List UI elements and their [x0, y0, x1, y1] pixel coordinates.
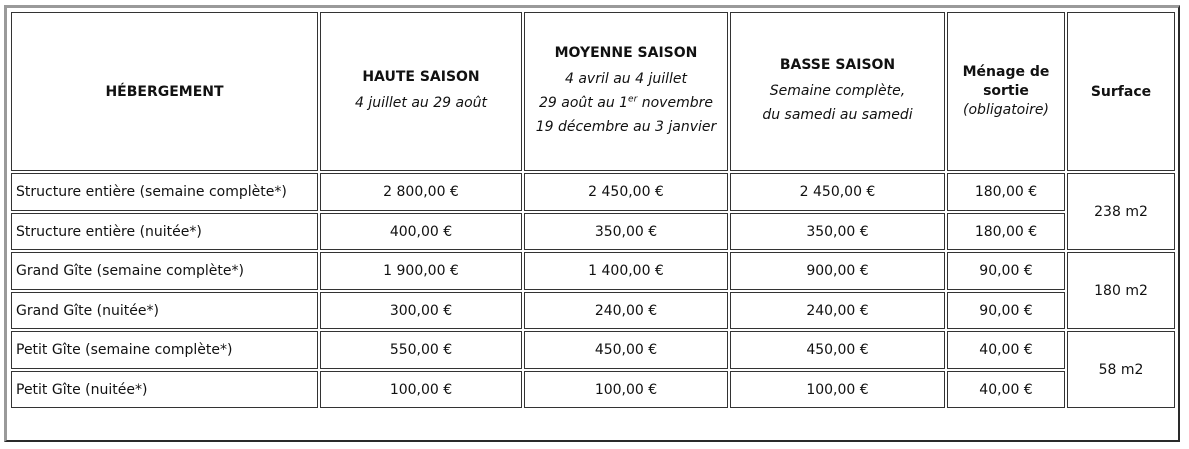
table-row — [11, 371, 1175, 408]
price-haute: 2 800,00 € — [320, 173, 522, 211]
table-row — [11, 252, 1175, 290]
price-basse: 900,00 € — [730, 252, 945, 290]
price-haute: 400,00 € — [320, 213, 522, 250]
pricing-table-frame — [4, 5, 1180, 442]
row-label: Structure entière (semaine complète*) — [11, 173, 318, 211]
price-moyenne: 2 450,00 € — [524, 173, 728, 211]
table-row — [11, 213, 1175, 250]
period-2-suffix: novembre — [637, 94, 713, 111]
price-menage: 40,00 € — [947, 331, 1065, 369]
header-haute-saison-period: 4 juillet au 29 août — [354, 94, 487, 111]
price-menage: 180,00 € — [947, 213, 1065, 250]
header-surface-title: Surface — [1090, 83, 1152, 100]
price-haute: 550,00 € — [320, 331, 522, 369]
header-moyenne-saison-period-1: 4 avril au 4 juillet — [564, 70, 687, 87]
header-hebergement — [11, 12, 318, 171]
price-basse: 350,00 € — [730, 213, 945, 250]
header-haute-saison-title: HAUTE SAISON — [362, 68, 480, 85]
surface-value: 180 m2 — [1067, 252, 1175, 329]
header-moyenne-saison-period-2 — [529, 93, 723, 113]
header-row — [11, 12, 1175, 171]
price-basse: 240,00 € — [730, 292, 945, 329]
header-basse-saison-period-1: Semaine complète, — [769, 82, 906, 99]
header-basse-saison — [730, 12, 945, 171]
header-moyenne-saison-title: MOYENNE SAISON — [554, 44, 698, 61]
price-menage: 40,00 € — [947, 371, 1065, 408]
header-menage-note: (obligatoire) — [963, 102, 1049, 118]
price-menage: 180,00 € — [947, 173, 1065, 211]
header-menage — [947, 12, 1065, 171]
price-haute: 1 900,00 € — [320, 252, 522, 290]
header-menage-title: Ménage de sortie — [962, 64, 1050, 99]
table-row — [11, 331, 1175, 369]
row-label: Grand Gîte (semaine complète*) — [11, 252, 318, 290]
surface-value: 238 m2 — [1067, 173, 1175, 250]
row-label: Petit Gîte (nuitée*) — [11, 371, 318, 408]
period-2-superscript: er — [628, 93, 638, 104]
header-surface — [1067, 12, 1175, 171]
price-haute: 300,00 € — [320, 292, 522, 329]
row-label: Structure entière (nuitée*) — [11, 213, 318, 250]
header-basse-saison-title: BASSE SAISON — [779, 56, 896, 73]
price-moyenne: 100,00 € — [524, 371, 728, 408]
price-moyenne: 1 400,00 € — [524, 252, 728, 290]
header-moyenne-saison-period-3: 19 décembre au 3 janvier — [535, 118, 717, 135]
header-moyenne-saison — [524, 12, 728, 171]
price-basse: 2 450,00 € — [730, 173, 945, 211]
price-moyenne: 450,00 € — [524, 331, 728, 369]
table-row — [11, 173, 1175, 211]
price-basse: 450,00 € — [730, 331, 945, 369]
header-hebergement-title: HÉBERGEMENT — [105, 83, 224, 100]
price-haute: 100,00 € — [320, 371, 522, 408]
price-basse: 100,00 € — [730, 371, 945, 408]
pricing-table — [9, 10, 1177, 410]
header-basse-saison-period-2: du samedi au samedi — [762, 106, 913, 123]
price-menage: 90,00 € — [947, 292, 1065, 329]
surface-value: 58 m2 — [1067, 331, 1175, 408]
row-label: Grand Gîte (nuitée*) — [11, 292, 318, 329]
period-2-text: 29 août au 1 — [539, 94, 629, 111]
price-moyenne: 240,00 € — [524, 292, 728, 329]
table-row — [11, 292, 1175, 329]
row-label: Petit Gîte (semaine complète*) — [11, 331, 318, 369]
header-haute-saison — [320, 12, 522, 171]
price-menage: 90,00 € — [947, 252, 1065, 290]
price-moyenne: 350,00 € — [524, 213, 728, 250]
